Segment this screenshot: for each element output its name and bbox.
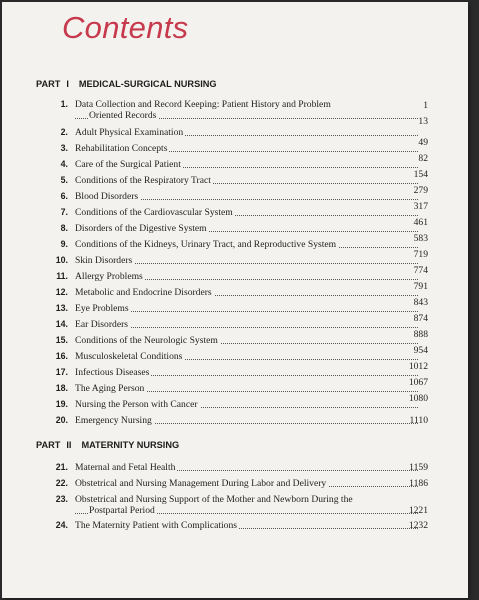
chapter-title	[75, 351, 418, 362]
page-number: 1012	[408, 361, 428, 372]
chapter-title-text: The Aging Person	[75, 383, 145, 394]
chapter-number: 8.	[60, 223, 68, 233]
chapter-title	[75, 191, 418, 202]
chapter-title-line-1: Data Collection and Record Keeping: Patient History and Problem	[75, 99, 331, 110]
chapter-title	[75, 255, 418, 266]
chapter-number: 14.	[55, 319, 68, 329]
chapter-number: 19.	[55, 399, 68, 409]
page-number: 49	[418, 137, 428, 148]
part-name: MATERNITY NURSING	[81, 440, 180, 450]
contents-list	[2, 2, 468, 598]
chapter-title	[75, 478, 418, 489]
chapter-title	[75, 520, 418, 531]
chapter-title-text: Musculoskeletal Conditions	[75, 351, 183, 362]
chapter-number: 9.	[60, 239, 68, 249]
page-number: 461	[413, 217, 428, 228]
chapter-title-text: Conditions of the Kidneys, Urinary Tract, and Reproductive System	[75, 239, 337, 250]
chapter-title-text: Eye Problems	[75, 303, 129, 314]
chapter-number: 18.	[55, 383, 68, 393]
chapter-title-text: Ear Disorders	[75, 319, 129, 330]
chapter-title-line-1: Obstetrical and Nursing Support of the Mother and Newborn During the	[75, 494, 353, 505]
chapter-title	[75, 223, 418, 234]
page-number: 1232	[408, 520, 428, 531]
chapter-number: 22.	[55, 478, 68, 488]
chapter-title-text: Skin Disorders	[75, 255, 133, 266]
page-number: 1159	[409, 462, 428, 473]
page-number: 843	[413, 297, 428, 308]
chapter-title	[75, 99, 418, 121]
chapter-title	[75, 335, 418, 346]
chapter-title-text: Obstetrical and Nursing Management During Labor and Delivery	[75, 478, 327, 489]
chapter-title-text: The Maternity Patient with Complications	[75, 520, 238, 531]
page-number: 888	[413, 329, 428, 340]
part-numeral: II	[66, 440, 72, 450]
chapter-number: 6.	[60, 191, 68, 201]
page-number: 279	[413, 185, 428, 196]
chapter-number: 15.	[55, 335, 68, 345]
page-number: 82	[418, 153, 428, 164]
chapter-title-text: Metabolic and Endocrine Disorders	[75, 287, 212, 298]
chapter-title	[75, 383, 418, 394]
chapter-title	[75, 239, 418, 250]
chapter-title	[75, 367, 418, 378]
page-number: 317	[413, 201, 428, 212]
page-number: 1186	[409, 478, 428, 489]
chapter-title	[75, 415, 418, 426]
chapter-title-line-2	[75, 110, 418, 121]
chapter-title	[75, 462, 418, 473]
chapter-number: 10.	[55, 255, 68, 265]
page-number: 154	[413, 169, 428, 180]
page-number: 1221	[408, 505, 428, 516]
page-number: 719	[413, 249, 428, 260]
chapter-number: 21.	[55, 462, 68, 472]
chapter-title-text: Emergency Nursing	[75, 415, 152, 426]
chapter-number: 3.	[60, 143, 68, 153]
chapter-number: 20.	[55, 415, 68, 425]
chapter-title	[75, 494, 418, 516]
page-number: 1	[423, 100, 428, 111]
chapter-title-line-2-text: Postpartal Period	[89, 505, 155, 516]
chapter-title-text: Conditions of the Neurologic System	[75, 335, 218, 346]
page-number: 1067	[408, 377, 428, 388]
chapter-number: 2.	[60, 127, 68, 137]
chapter-number: 17.	[55, 367, 68, 377]
chapter-number: 5.	[60, 175, 68, 185]
page-number: 874	[413, 313, 428, 324]
chapter-number: 23.	[55, 494, 68, 504]
page-number: 583	[413, 233, 428, 244]
chapter-title-text: Infectious Diseases	[75, 367, 150, 378]
book-page	[2, 2, 468, 598]
chapter-number: 7.	[60, 207, 68, 217]
chapter-number: 13.	[55, 303, 68, 313]
page-number: 791	[413, 281, 428, 292]
part-numeral: I	[66, 79, 69, 89]
chapter-title	[75, 287, 418, 298]
page-number: 774	[413, 265, 428, 276]
chapter-title	[75, 271, 418, 282]
page-number: 954	[413, 345, 428, 356]
chapter-title	[75, 399, 418, 410]
chapter-title-line-2-text: Oriented Records	[89, 110, 157, 121]
chapter-title	[75, 159, 418, 170]
chapter-title-text: Adult Physical Examination	[75, 127, 184, 138]
part-label: PART	[36, 440, 61, 450]
chapter-title-text: Allergy Problems	[75, 271, 143, 282]
chapter-number: 16.	[55, 351, 68, 361]
page-number: 1080	[408, 393, 428, 404]
chapter-title-line-2	[75, 505, 418, 516]
chapter-title-text: Care of the Surgical Patient	[75, 159, 181, 170]
chapter-title	[75, 143, 418, 154]
chapter-number: 4.	[60, 159, 68, 169]
part-label: PART	[36, 79, 61, 89]
chapter-number: 11.	[56, 271, 68, 281]
chapter-title-text: Conditions of the Respiratory Tract	[75, 175, 211, 186]
part-name: MEDICAL-SURGICAL NURSING	[78, 79, 217, 89]
page-title: Contents	[62, 10, 189, 45]
chapter-title	[75, 319, 418, 330]
chapter-title	[75, 127, 418, 138]
chapter-title-text: Nursing the Person with Cancer	[75, 399, 198, 410]
chapter-title	[75, 303, 418, 314]
chapter-title-text: Disorders of the Digestive System	[75, 223, 207, 234]
chapter-title-text: Conditions of the Cardiovascular System	[75, 207, 233, 218]
chapter-title-text: Rehabilitation Concepts	[75, 143, 168, 154]
chapter-title	[75, 175, 418, 186]
chapter-number: 24.	[55, 520, 68, 530]
chapter-title-text: Maternal and Fetal Health	[75, 462, 176, 473]
page-number: 1110	[409, 415, 428, 426]
chapter-number: 12.	[55, 287, 68, 297]
chapter-title-text: Blood Disorders	[75, 191, 139, 202]
chapter-title	[75, 207, 418, 218]
chapter-number: 1.	[60, 99, 68, 109]
page-number: 13	[418, 116, 428, 127]
